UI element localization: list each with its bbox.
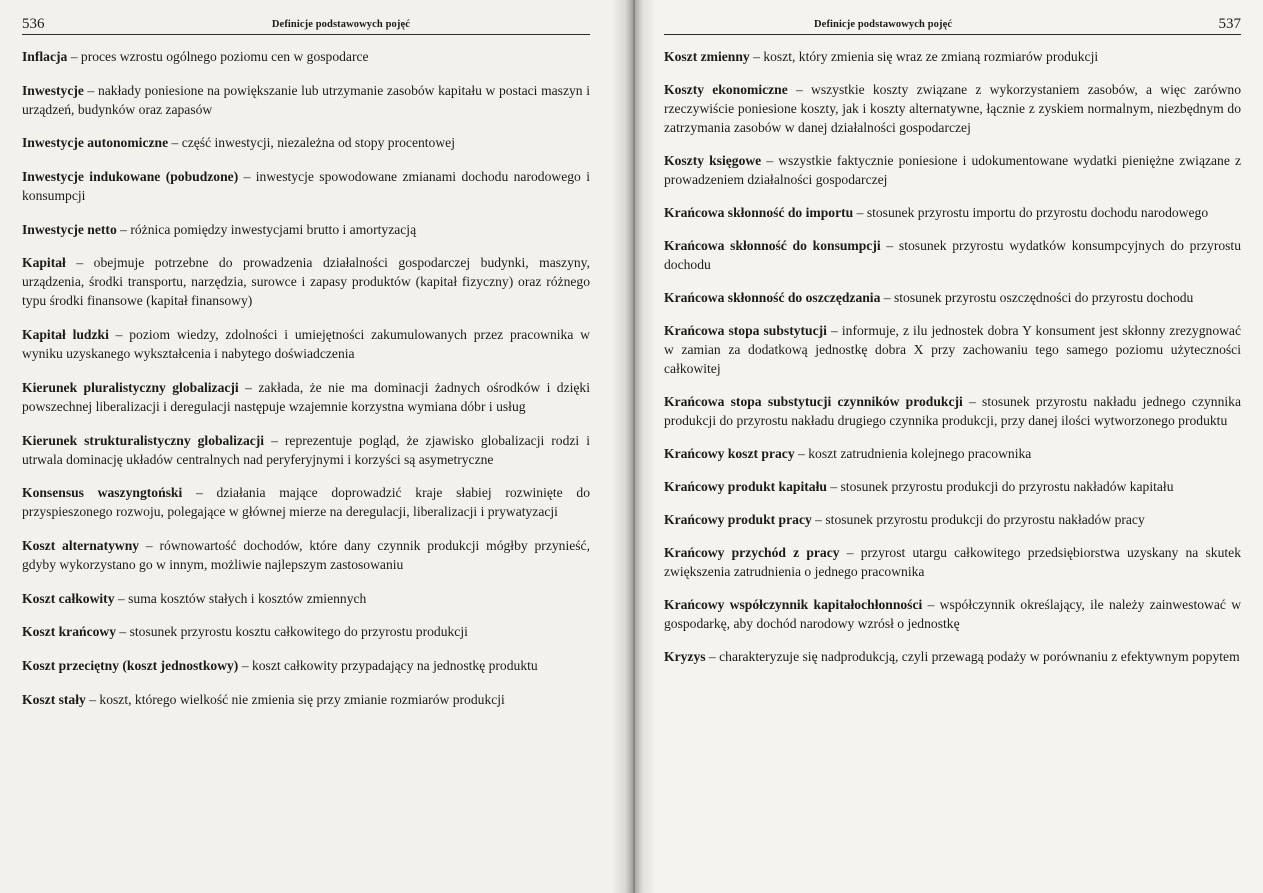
glossary-term: Krańcowa stopa substytucji czynników produkcji xyxy=(664,394,963,409)
glossary-term: Koszt alternatywny xyxy=(22,537,140,553)
glossary-definition: – zakłada, że nie ma dominacji żadnych ośrodków i dzięki powszechnej liberalizacji i deregulacji następuje wzajemnie korzystna wymiana dóbr i usług xyxy=(22,379,590,414)
glossary-entry xyxy=(22,220,590,239)
left-glossary-entries xyxy=(22,47,590,709)
glossary-definition: – informuje, z ilu jednostek dobra Y konsument jest skłonny zrezygnować w zamian za dodatkową jednostkę dobra X przy zachowaniu tego samego poziomu użyteczności całkowitej xyxy=(664,323,1242,376)
glossary-entry xyxy=(664,392,1241,430)
glossary-term: Koszt stały xyxy=(22,691,86,707)
glossary-definition: – suma kosztów stałych i kosztów zmiennych xyxy=(114,590,367,606)
glossary-definition: – charakteryzuje się nadprodukcją, czyli przewagą podaży w porównaniu z efektywnym popytem xyxy=(705,649,1240,664)
glossary-definition: – koszt, który zmienia się wraz ze zmianą rozmiarów produkcji xyxy=(749,49,1099,64)
glossary-term: Kryzys xyxy=(664,649,706,664)
glossary-term: Krańcowy przychód z pracy xyxy=(664,545,840,560)
left-running-head-title: Definicje podstawowych pojęć xyxy=(271,19,410,30)
glossary-term: Koszty ekonomiczne xyxy=(664,82,788,97)
glossary-term: Inflacja xyxy=(22,49,68,64)
glossary-term: Krańcowy koszt pracy xyxy=(664,446,795,461)
right-page xyxy=(626,0,1263,893)
glossary-entry xyxy=(22,622,590,641)
glossary-term: Koszty księgowe xyxy=(664,153,762,168)
glossary-entry xyxy=(22,81,590,119)
glossary-term: Krańcowy produkt pracy xyxy=(664,512,812,527)
glossary-entry xyxy=(22,167,590,205)
glossary-definition: – wszystkie faktycznie poniesione i udokumentowane wydatki pieniężne związane z prowadzeniem działalności gospodarczej xyxy=(664,153,1242,187)
right-running-head-title: Definicje podstawowych pojęć xyxy=(814,19,953,30)
glossary-definition: – stosunek przyrostu produkcji do przyrostu nakładów kapitału xyxy=(826,479,1174,494)
glossary-term: Koszt całkowity xyxy=(22,590,115,606)
glossary-definition: – stosunek przyrostu kosztu całkowitego do przyrostu produkcji xyxy=(116,624,468,640)
glossary-definition: – przyrost utargu całkowitego przedsiębiorstwa uzyskany na skutek zwiększenia zatrudnienia o jednego pracownika xyxy=(664,545,1242,579)
glossary-entry xyxy=(664,510,1241,529)
glossary-entry xyxy=(22,690,590,709)
glossary-definition: – stosunek przyrostu oszczędności do przyrostu dochodu xyxy=(880,290,1194,305)
glossary-definition: – koszt, którego wielkość nie zmienia się przy zmianie rozmiarów produkcji xyxy=(85,691,505,707)
right-running-head xyxy=(664,10,1241,35)
glossary-term: Konsensus waszyngtoński xyxy=(22,485,183,501)
left-running-head xyxy=(22,10,590,35)
glossary-entry xyxy=(22,431,590,469)
right-glossary-entries xyxy=(664,47,1241,666)
glossary-entry xyxy=(664,288,1241,307)
glossary-term: Krańcowa skłonność do importu xyxy=(664,205,854,220)
glossary-entry xyxy=(664,321,1241,378)
glossary-definition: – proces wzrostu ogólnego poziomu cen w gospodarce xyxy=(67,49,369,64)
glossary-term: Kierunek pluralistyczny globalizacji xyxy=(22,379,239,395)
glossary-term: Krańcowy współczynnik kapitałochłonności xyxy=(664,597,923,612)
glossary-definition: – koszt zatrudnienia kolejnego pracownika xyxy=(794,446,1032,461)
glossary-entry xyxy=(664,543,1241,581)
glossary-term: Krańcowy produkt kapitału xyxy=(664,479,827,494)
glossary-term: Inwestycje indukowane (pobudzone) xyxy=(22,169,239,185)
glossary-definition: – nakłady poniesione na powiększanie lub utrzymanie zasobów kapitału w postaci maszyn i urządzeń, budynków oraz zapasów xyxy=(22,82,590,117)
glossary-entry xyxy=(22,656,590,675)
glossary-entry xyxy=(22,483,590,521)
glossary-entry xyxy=(664,151,1241,189)
glossary-term: Inwestycje xyxy=(22,82,84,98)
glossary-definition: – reprezentuje pogląd, że zjawisko globalizacji rodzi i utrwala dominację układów centralnych nad peryferyjnymi i korzyści są asymetryczne xyxy=(22,432,590,467)
glossary-entry xyxy=(22,47,590,66)
glossary-definition: – stosunek przyrostu importu do przyrostu dochodu narodowego xyxy=(853,205,1209,220)
glossary-definition: – inwestycje spowodowane zmianami dochodu narodowego i konsumpcji xyxy=(22,169,590,204)
glossary-definition: – wszystkie koszty związane z wykorzystaniem zasobów, a więc zarówno rzeczywiście poniesione koszty, jak i koszty alternatywne, łącznie z zyskiem normalnym, niezbędnym do zatrzymania zasobów w danej działalności gospodarczej xyxy=(664,82,1241,135)
glossary-entry xyxy=(664,647,1241,666)
glossary-entry xyxy=(664,47,1241,66)
glossary-entry xyxy=(664,477,1241,496)
glossary-term: Koszt krańcowy xyxy=(22,624,117,640)
glossary-entry xyxy=(22,253,590,310)
left-page xyxy=(0,0,626,893)
glossary-term: Inwestycje autonomiczne xyxy=(22,135,169,151)
glossary-definition: – stosunek przyrostu nakładu jednego czynnika produkcji do przyrostu nakładu drugiego czynnika produkcji, przy danej ilości wytworzonego produktu xyxy=(664,394,1241,428)
glossary-entry xyxy=(22,378,590,416)
glossary-definition: – obejmuje potrzebne do prowadzenia działalności gospodarczej budynki, maszyny, urządzenia, środki transportu, narzędzia, surowce i zapasy produktów (kapitał fizyczny) oraz różnego typu środki finansowe (kapitał finansowy) xyxy=(22,255,590,309)
right-page-number: 537 xyxy=(1218,16,1241,32)
glossary-entry xyxy=(22,325,590,363)
glossary-entry xyxy=(664,80,1241,137)
glossary-term: Krańcowa skłonność do konsumpcji xyxy=(664,238,881,253)
glossary-entry xyxy=(664,236,1241,274)
glossary-definition: – równowartość dochodów, które dany czynnik produkcji mógłby przynieść, gdyby wykorzystano go w innym, możliwie najlepszym zastosowaniu xyxy=(22,537,590,572)
glossary-term: Kapitał ludzki xyxy=(22,327,109,343)
glossary-term: Inwestycje netto xyxy=(22,221,117,237)
glossary-entry xyxy=(664,595,1241,633)
glossary-term: Koszt zmienny xyxy=(664,49,750,64)
glossary-definition: – stosunek przyrostu produkcji do przyrostu nakładów pracy xyxy=(811,512,1145,527)
glossary-term: Kierunek strukturalistyczny globalizacji xyxy=(22,432,265,448)
glossary-entry xyxy=(22,536,590,574)
glossary-term: Krańcowa skłonność do oszczędzania xyxy=(664,290,881,305)
glossary-entry xyxy=(664,203,1241,222)
glossary-definition: – część inwestycji, niezależna od stopy procentowej xyxy=(168,135,455,151)
glossary-definition: – różnica pomiędzy inwestycjami brutto i amortyzacją xyxy=(116,221,417,237)
glossary-definition: – współczynnik określający, ile należy zainwestować w gospodarkę, aby dochód narodowy wzrósł o jednostkę xyxy=(664,597,1242,631)
glossary-term: Kapitał xyxy=(22,255,66,271)
glossary-entry xyxy=(664,444,1241,463)
glossary-definition: – działania mające doprowadzić kraje słabiej rozwinięte do przyspieszonego rozwoju, polegające w głównej mierze na deregulacji, liberalizacji i prywatyzacji xyxy=(22,485,590,520)
glossary-definition: – koszt całkowity przypadający na jednostkę produktu xyxy=(238,657,538,673)
glossary-definition: – stosunek przyrostu wydatków konsumpcyjnych do przyrostu dochodu xyxy=(664,238,1242,272)
glossary-term: Krańcowa stopa substytucji xyxy=(664,323,827,338)
glossary-term: Koszt przeciętny (koszt jednostkowy) xyxy=(22,657,239,673)
glossary-definition: – poziom wiedzy, zdolności i umiejętności zakumulowanych przez pracownika w wyniku uzyskanego wykształcenia i nabytego doświadczenia xyxy=(22,327,590,362)
glossary-entry xyxy=(22,589,590,608)
glossary-entry xyxy=(22,133,590,152)
left-page-number: 536 xyxy=(22,16,45,32)
